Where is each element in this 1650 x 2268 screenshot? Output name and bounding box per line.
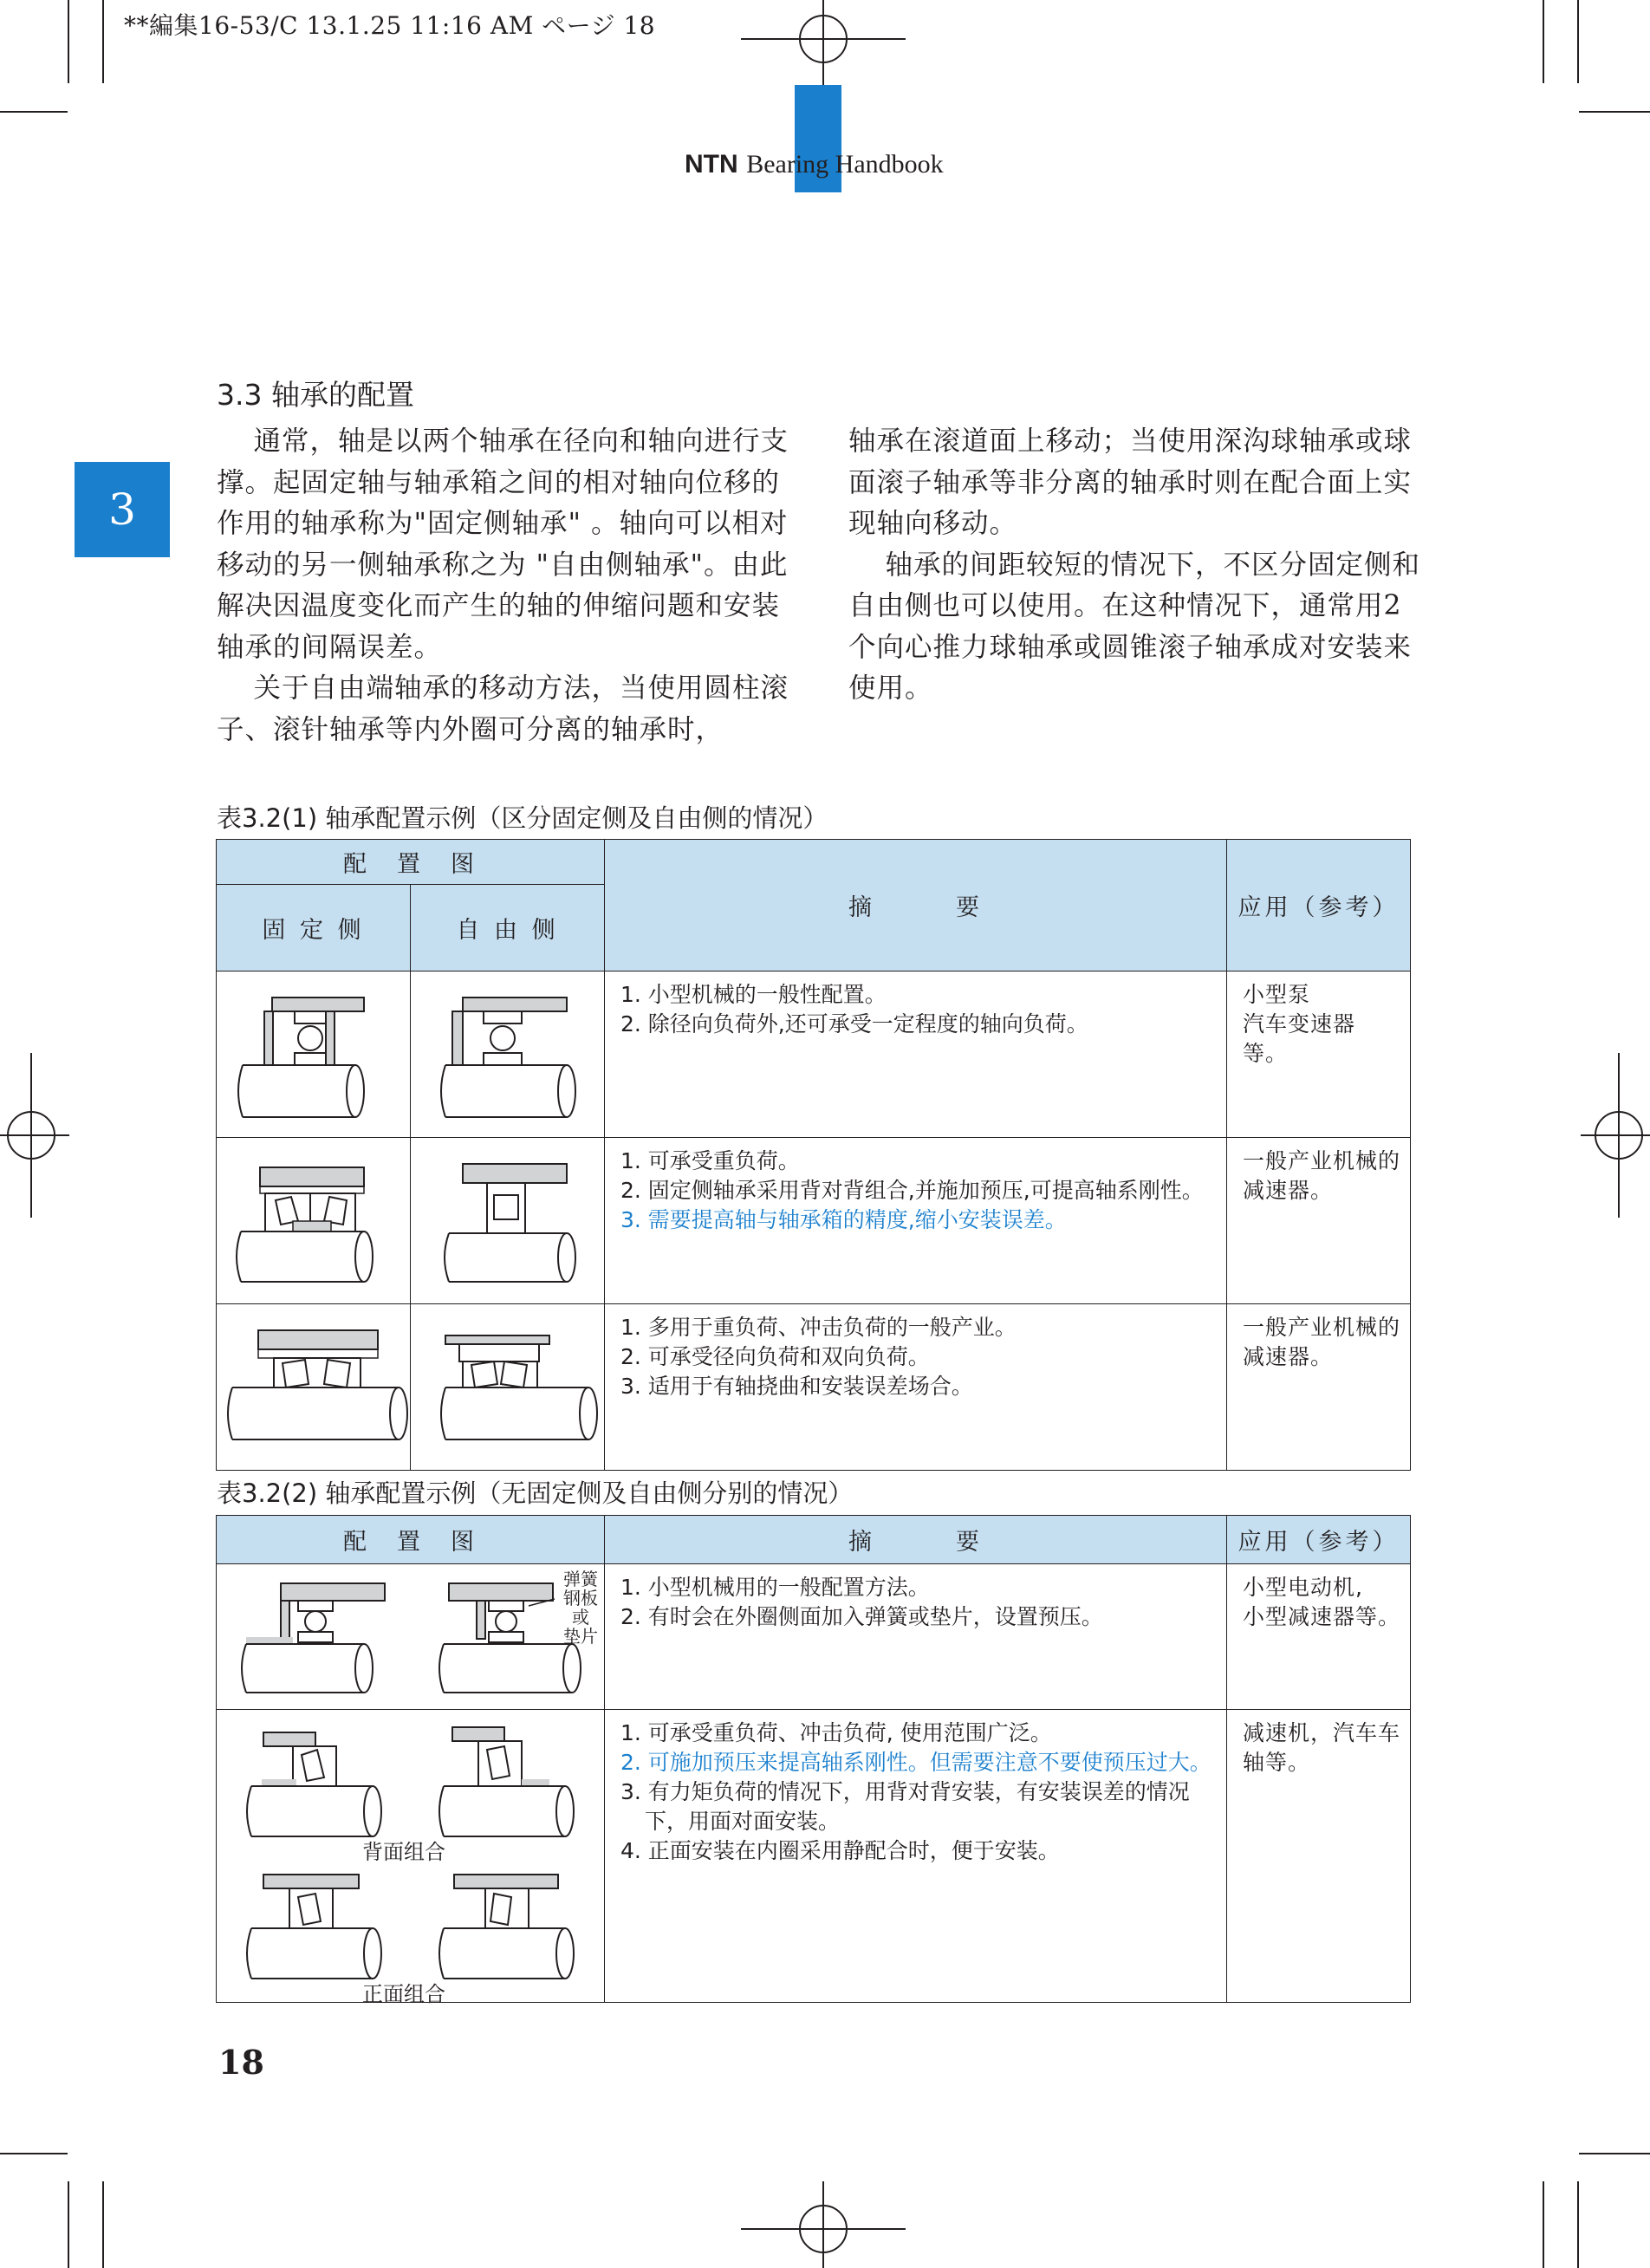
section-title: 3.3 轴承的配置 bbox=[217, 378, 414, 412]
bearing-arrangement-table-2 bbox=[216, 1515, 1411, 2006]
fixed-side-diagram bbox=[217, 1304, 411, 1471]
application-cell: 小型电动机, 小型减速器等。 bbox=[1227, 1564, 1411, 1710]
summary-line: 1. 多用于重负荷、冲击负荷的一般产业。 bbox=[620, 1315, 1017, 1340]
summary-line: 2. 有时会在外圈侧面加入弹簧或垫片，设置预压。 bbox=[620, 1604, 1103, 1629]
summary-cell bbox=[605, 1564, 1227, 1710]
fixed-side-diagram bbox=[217, 1138, 411, 1304]
registration-mark-right bbox=[1581, 1053, 1650, 1218]
summary-line-highlight: 3. 需要提高轴与轴承箱的精度,缩小安装误差。 bbox=[620, 1207, 1067, 1232]
header-layout: 配 置 图 bbox=[217, 840, 605, 885]
body-column-left bbox=[217, 421, 797, 751]
summary-line: 1. 可承受重负荷。 bbox=[620, 1148, 800, 1173]
paragraph: 关于自由端轴承的移动方法，当使用圆柱滚子、滚针轴承等内外圈可分离的轴承时， bbox=[217, 673, 789, 745]
fixed-side-diagram bbox=[217, 972, 411, 1138]
header-fixed-side: 固 定 侧 bbox=[217, 885, 411, 972]
label-line: 弹簧 bbox=[563, 1569, 598, 1589]
application-cell: 小型泵 汽车变速器 等。 bbox=[1227, 972, 1411, 1138]
summary-cell bbox=[605, 1304, 1227, 1471]
label-line: 或 bbox=[572, 1607, 589, 1628]
application-cell: 减速机，汽车车轴等。 bbox=[1227, 1710, 1411, 2003]
page-number: 18 bbox=[218, 2043, 264, 2082]
table-row bbox=[217, 1710, 1411, 2003]
registration-mark-top bbox=[741, 0, 906, 87]
summary-cell bbox=[605, 1710, 1227, 2003]
crop-mark bbox=[1543, 0, 1544, 83]
table-row bbox=[217, 1304, 1411, 1471]
crop-mark bbox=[1543, 2181, 1544, 2268]
summary-line: 2. 固定侧轴承采用背对背组合,并施加预压,可提高轴系刚性。 bbox=[620, 1178, 1204, 1203]
body-column-right bbox=[848, 421, 1429, 710]
crop-mark bbox=[0, 2153, 68, 2154]
brand-name: NTN bbox=[685, 150, 738, 179]
crop-mark bbox=[1579, 2153, 1650, 2154]
free-side-diagram bbox=[411, 1304, 605, 1471]
label-line: 垫片 bbox=[563, 1626, 598, 1647]
layout-diagram bbox=[217, 1564, 605, 1710]
crop-mark bbox=[1577, 2181, 1579, 2268]
bearing-arrangement-table-1 bbox=[216, 839, 1411, 1471]
header-summary: 摘 要 bbox=[605, 840, 1227, 972]
summary-line: 3. 有力矩负荷的情况下，用背对背安装，有安装误差的情况下，用面对面安装。 bbox=[620, 1779, 1190, 1834]
handbook-title: Bearing Handbook bbox=[746, 150, 944, 179]
summary-line-highlight: 2. 可施加预压来提高轴系刚性。但需要注意不要使预压过大。 bbox=[620, 1750, 1212, 1775]
free-side-diagram bbox=[411, 972, 605, 1138]
back-to-back-label: 背面组合 bbox=[362, 1840, 445, 1864]
running-header bbox=[685, 149, 944, 179]
crop-mark bbox=[68, 0, 69, 83]
paragraph: 轴承的间距较短的情况下，不区分固定侧和自由侧也可以使用。在这种情况下，通常用2个向心推力球轴承或圆锥滚子轴承成对安装来使用。 bbox=[848, 549, 1421, 704]
summary-line: 1. 可承受重负荷、冲击负荷, 使用范围广泛。 bbox=[620, 1720, 1052, 1745]
table-row bbox=[217, 1138, 1411, 1304]
crop-mark bbox=[102, 0, 104, 83]
table-caption: 表3.2(2) 轴承配置示例（无固定侧及自由侧分别的情况） bbox=[217, 1478, 854, 1508]
summary-line: 2. 可承受径向负荷和双向负荷。 bbox=[620, 1344, 930, 1369]
header-layout: 配 置 图 bbox=[217, 1516, 605, 1564]
registration-mark-left bbox=[0, 1053, 69, 1218]
chapter-tab: 3 bbox=[75, 462, 170, 557]
header-free-side: 自 由 侧 bbox=[411, 885, 605, 972]
layout-diagram bbox=[217, 1710, 605, 2006]
summary-line: 4. 正面安装在内圈采用静配合时，便于安装。 bbox=[620, 1838, 1060, 1863]
spring-shim-label bbox=[560, 1569, 601, 1646]
free-side-diagram bbox=[411, 1138, 605, 1304]
header-application: 应用（参考） bbox=[1227, 1516, 1411, 1564]
header-application: 应用（参考） bbox=[1227, 840, 1411, 972]
label-line: 钢板 bbox=[563, 1588, 598, 1608]
crop-mark bbox=[1579, 111, 1650, 113]
crop-mark bbox=[68, 2181, 69, 2268]
summary-line: 1. 小型机械用的一般配置方法。 bbox=[620, 1575, 930, 1600]
summary-line: 2. 除径向负荷外,还可承受一定程度的轴向负荷。 bbox=[620, 1011, 1088, 1037]
summary-line: 1. 小型机械的一般性配置。 bbox=[620, 982, 887, 1007]
crop-mark bbox=[102, 2181, 104, 2268]
table-row bbox=[217, 1564, 1411, 1710]
summary-cell bbox=[605, 1138, 1227, 1304]
table-caption: 表3.2(1) 轴承配置示例（区分固定侧及自由侧的情况） bbox=[217, 803, 828, 833]
summary-cell bbox=[605, 972, 1227, 1138]
print-slug: **編集16-53/C 13.1.25 11:16 AM ページ 18 bbox=[124, 11, 656, 40]
registration-mark-bottom bbox=[741, 2181, 906, 2268]
table-row bbox=[217, 972, 1411, 1138]
header-summary: 摘 要 bbox=[605, 1516, 1227, 1564]
application-cell: 一般产业机械的减速器。 bbox=[1227, 1304, 1411, 1471]
summary-line: 3. 适用于有轴挠曲和安装误差场合。 bbox=[620, 1374, 973, 1399]
paragraph: 轴承在滚道面上移动；当使用深沟球轴承或球面滚子轴承等非分离的轴承时则在配合面上实现轴向移动。 bbox=[848, 426, 1413, 539]
face-to-face-label: 正面组合 bbox=[362, 1982, 445, 2006]
crop-mark bbox=[1577, 0, 1579, 83]
crop-mark bbox=[0, 111, 68, 113]
paragraph: 通常，轴是以两个轴承在径向和轴向进行支撑。起固定轴与轴承箱之间的相对轴向位移的作用的轴承称为"固定侧轴承" 。轴向可以相对移动的另一侧轴承称之为 "自由侧轴承"。由此解决因温度变化而产生的轴的伸缩问题和安装轴承的间隔误差。 bbox=[217, 426, 789, 663]
application-cell: 一般产业机械的减速器。 bbox=[1227, 1138, 1411, 1304]
